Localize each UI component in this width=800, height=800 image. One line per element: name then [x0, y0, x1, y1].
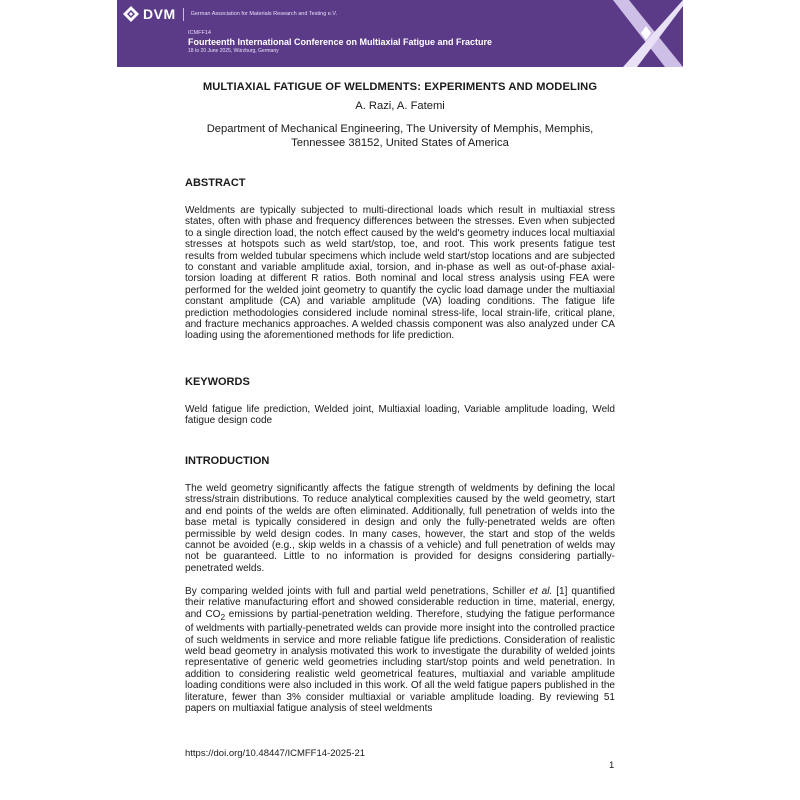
logo-separator — [183, 8, 184, 21]
intro-p2-etal: et al. — [529, 586, 553, 597]
abstract-text: Weldments are typically subjected to multi-directional loads which result in multiaxial stress states, often with phase and frequency differences between the stresses. Even when subjected to a single direction load, the notch effect caused by the weld's geometry induces local multiaxial stresses at hotspots such as weld start/stop, toe, and root. This work presents fatigue test results from welded tubular specimens which include weld start/stop locations and are subjected to constant and variable amplitude axial, torsion, and in-phase as well as out-of-phase axial-torsion loading at different R ratios. Both nominal and local stress analysis using FEA were performed for the welded joint geometry to quantify the cyclic load damage under the multiaxial constant amplitude (CA) and variable amplitude (VA) loading conditions. The fatigue life prediction methodologies considered include nominal stress-life, local strain-life, critical plane, and fracture mechanics approaches. A welded chassis component was also analyzed under CA loading using the aforementioned methods for life prediction. — [185, 205, 615, 342]
paper-authors: A. Razi, A. Fatemi — [355, 100, 445, 112]
doi-link[interactable]: https://doi.org/10.48447/ICMFF14-2025-21 — [185, 748, 366, 759]
association-name: German Association for Materials Research and Testing e.V. — [190, 11, 338, 17]
keywords-heading: KEYWORDS — [185, 376, 250, 388]
dvm-logo — [123, 6, 337, 22]
conference-abbreviation: ICMFF14 — [188, 30, 211, 36]
conference-dates: 18 to 20 June 2025, Würzburg, Germany — [188, 48, 279, 54]
intro-p2-part-b: [1] quantified their relative manufacturing effort and showed considerable reduction in time, material, energy, and CO — [185, 586, 615, 620]
paper-page — [117, 0, 683, 800]
cross-decoration-icon — [613, 0, 683, 67]
introduction-heading: INTRODUCTION — [185, 455, 270, 467]
introduction-paragraph-1: The weld geometry significantly affects the fatigue strength of weldments by defining the local stress/strain distributions. To reduce analytical complexities caused by the weld geometry, start and end points of the welds are often eliminated. Additionally, full penetration of welds into the base metal is typically considered in design and only the fully-penetrated welds are often permissible by weld design codes. In many cases, however, the start and stop of the welds cannot be avoided (e.g., skip welds in a chassis of a vehicle) and full penetration of welds may not be guaranteed. Little to no information is provided for designs considering partially-penetrated welds. — [185, 483, 615, 574]
dvm-logo-text: DVM — [143, 6, 176, 22]
conference-title: Fourteenth International Conference on Multiaxial Fatigue and Fracture — [188, 37, 493, 47]
introduction-paragraph-2 — [185, 586, 615, 714]
conference-info — [188, 30, 492, 55]
intro-p2-subscript: 2 — [220, 611, 226, 622]
paper-title: MULTIAXIAL FATIGUE OF WELDMENTS: EXPERIMENTS AND MODELING — [202, 81, 598, 93]
conference-banner — [117, 0, 683, 67]
intro-p2-part-c: emissions by partial-penetration welding. Therefore, studying the fatigue performance of weldments with partially-penetrated welds can provide more insight into the controlled practice of such weldments in service and more reliable fatigue life predictions. Consideration of realistic weld bead geometry in analysis motivated this work to investigate the durability of welded joints representative of generic weld geometries including start/stop points and weld penetration. In addition to considering realistic weld geometrical features, multiaxial and variable amplitude loading conditions were also included in this work. Of all the weld fatigue papers published in the literature, fewer than 3% consider multiaxial or variable amplitude loading. By reviewing 51 papers on multiaxial fatigue analysis of steel weldments — [185, 608, 615, 715]
intro-p2-part-a: By comparing welded joints with full and partial weld penetrations, Schiller — [185, 586, 530, 597]
dvm-diamond-icon — [123, 6, 139, 22]
page-number: 1 — [609, 760, 615, 771]
paper-affiliation: Department of Mechanical Engineering, The University of Memphis, Memphis, Tennessee 38152, United States of America — [206, 123, 594, 149]
keywords-text: Weld fatigue life prediction, Welded joint, Multiaxial loading, Variable amplitude loading, Weld fatigue design code — [185, 404, 615, 427]
abstract-heading: ABSTRACT — [185, 177, 246, 189]
